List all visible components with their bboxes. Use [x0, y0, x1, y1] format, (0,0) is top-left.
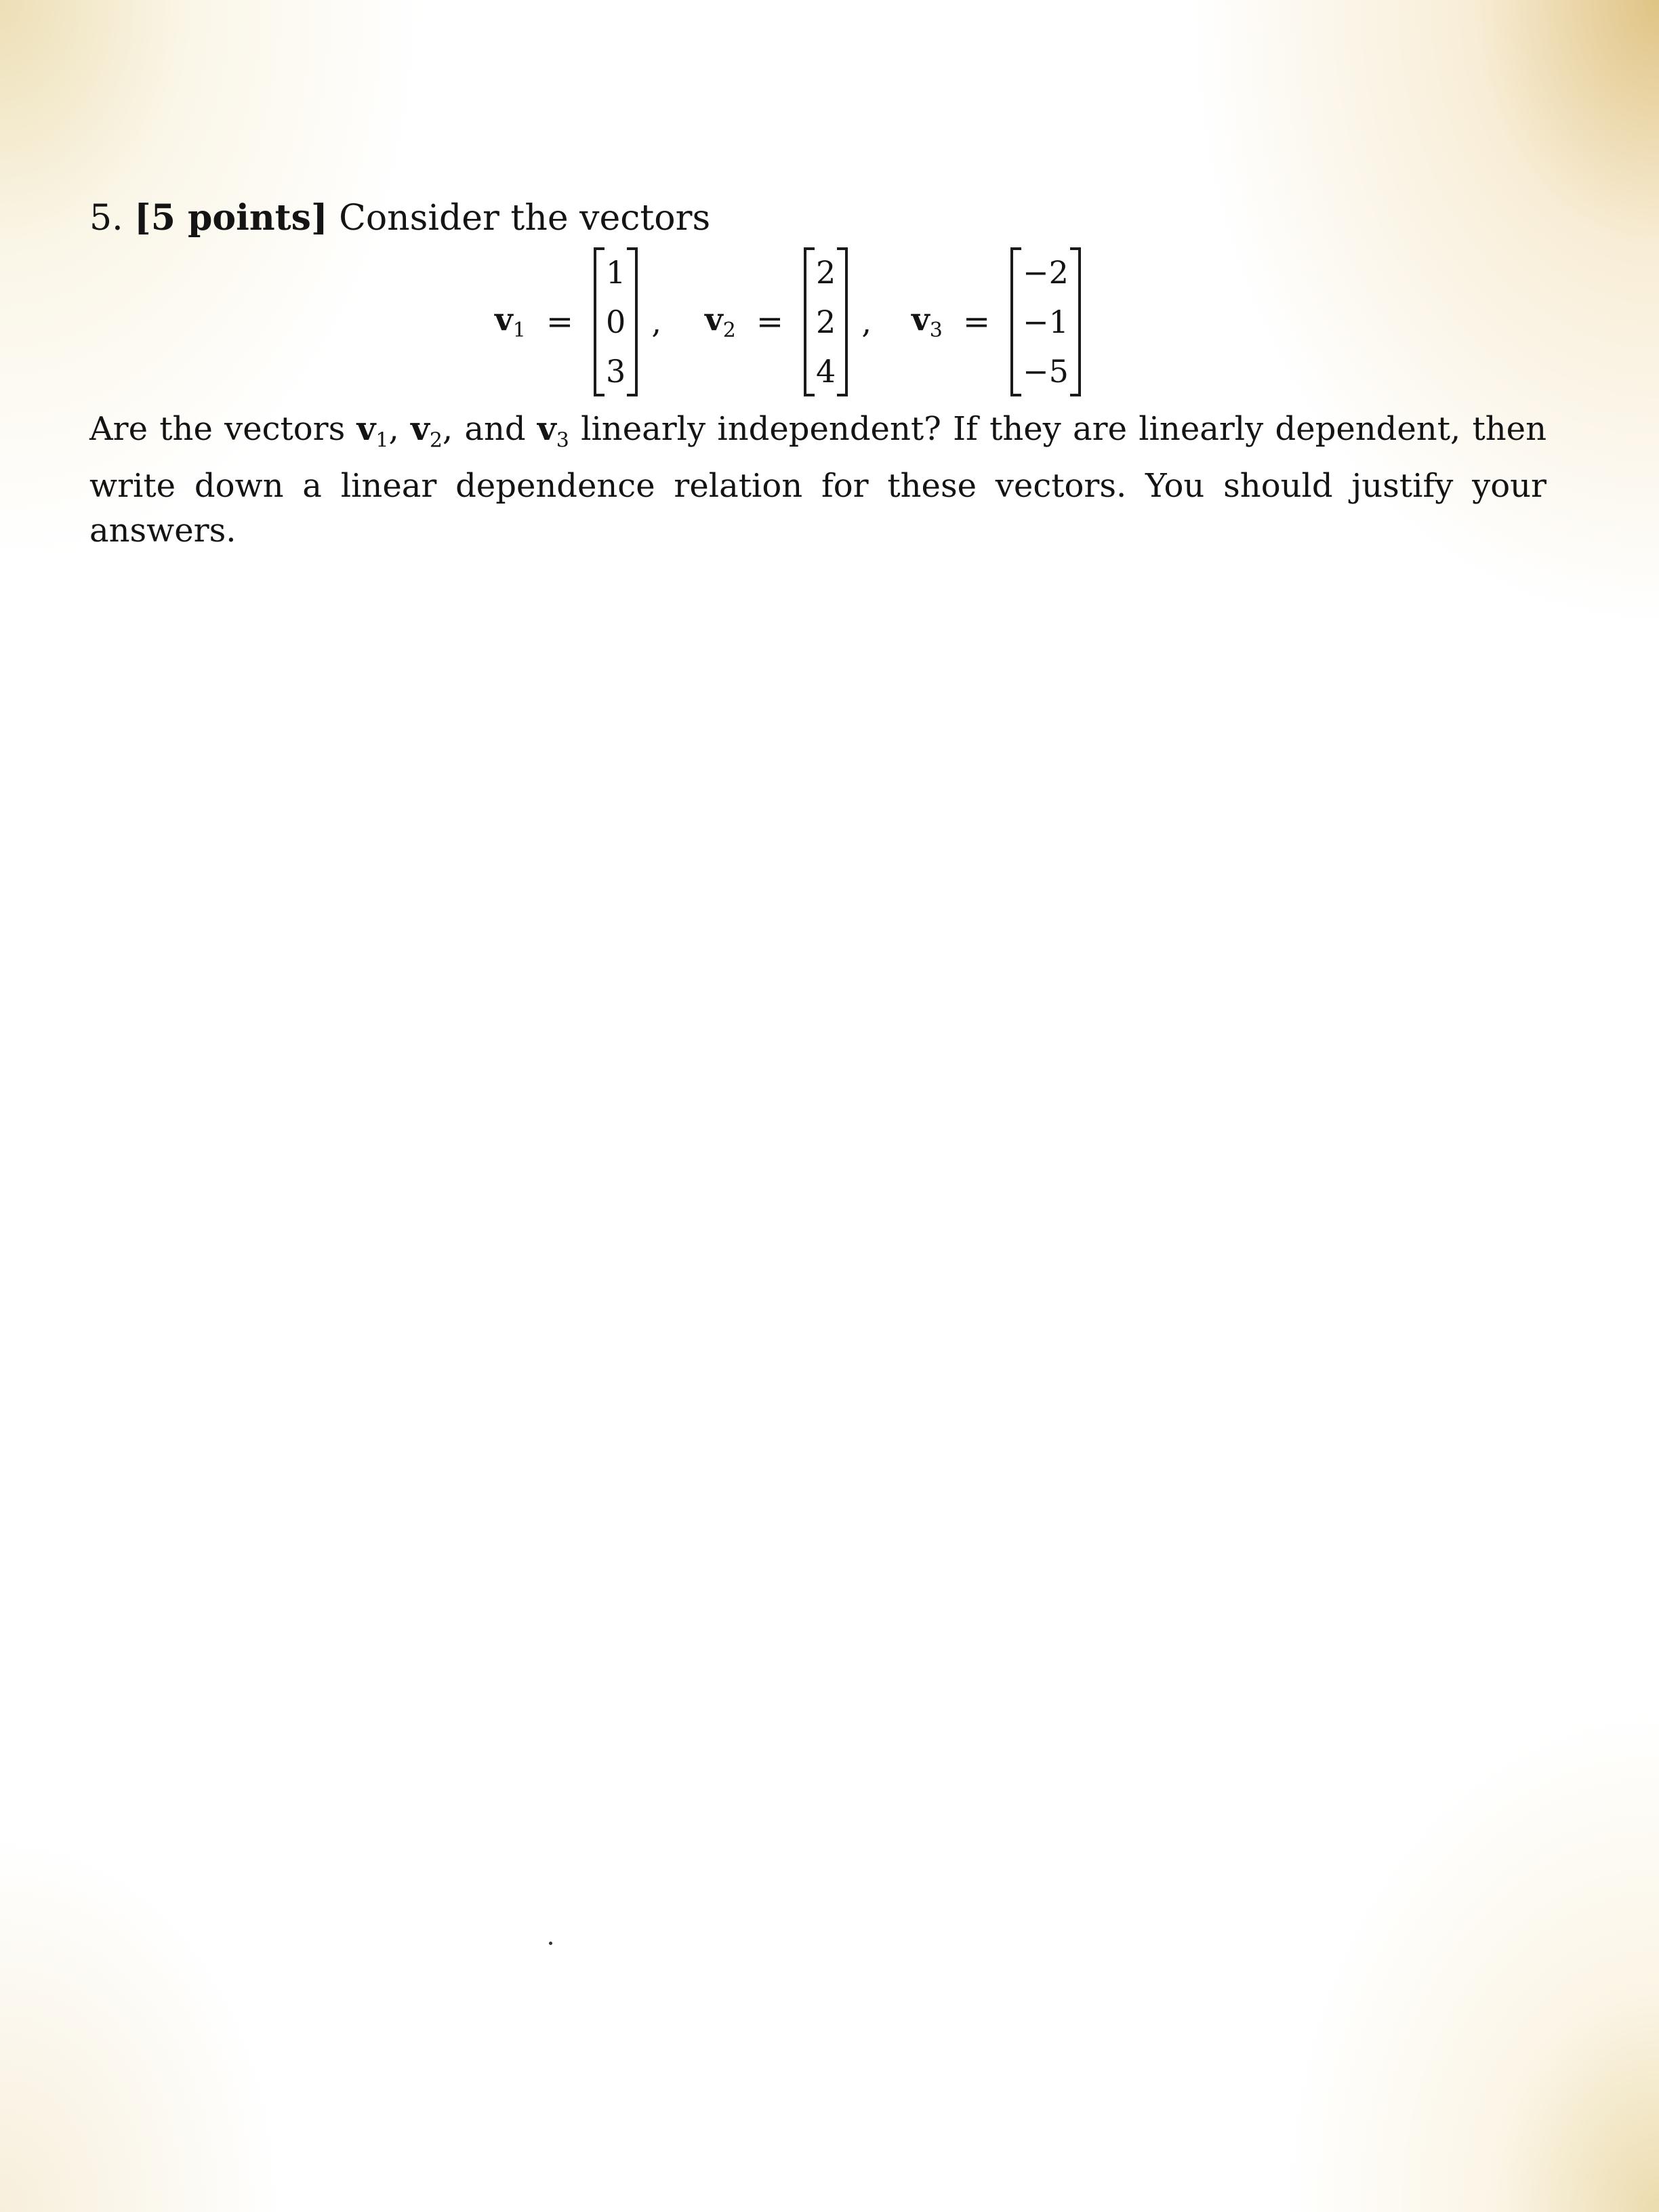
vectors-display [495, 244, 1172, 400]
problem-lead-in: Consider the vectors [339, 198, 711, 239]
vector-v2-separator: , [861, 304, 872, 340]
stray-mark [549, 1942, 552, 1945]
vector-v3-entry: −1 [1023, 304, 1069, 340]
vector-v2-entry: 2 [816, 304, 836, 340]
vector-v2-label: $v_2$ [705, 301, 736, 343]
vector-v2-entry: 2 [816, 254, 836, 291]
vector-v3-matrix [1010, 247, 1081, 396]
problem-header [89, 197, 711, 239]
problem-number: 5. [89, 198, 123, 239]
vector-v3-entry: −5 [1023, 353, 1069, 390]
vector-v3-label: $v_3$ [912, 301, 943, 343]
vector-v3 [912, 244, 1081, 400]
vector-v3-equals: = [962, 303, 991, 341]
vector-v1-entry: 1 [606, 254, 626, 291]
vector-v2-equals: = [756, 303, 784, 341]
vector-v1-entry: 0 [606, 304, 626, 340]
vector-v1-entry: 3 [606, 353, 626, 390]
question-text: Are the vectors $v_1$, $v_2$, and $v_3$ linearly independent? If they are linearly dependent, then write down a linear dependence relation for these vectors. You should justify your answers. [89, 410, 1547, 550]
vector-v2 [705, 244, 872, 400]
vector-v1 [495, 244, 661, 400]
vector-v3-entry: −2 [1023, 254, 1069, 291]
vector-v1-label: $v_1$ [495, 301, 526, 343]
vector-v1-separator: , [651, 304, 661, 340]
problem-points: [5 points] [134, 197, 328, 239]
vector-v1-matrix [594, 247, 638, 396]
vector-v2-matrix [804, 247, 848, 396]
vector-v2-entry: 4 [816, 353, 836, 390]
vector-v1-equals: = [546, 303, 574, 341]
